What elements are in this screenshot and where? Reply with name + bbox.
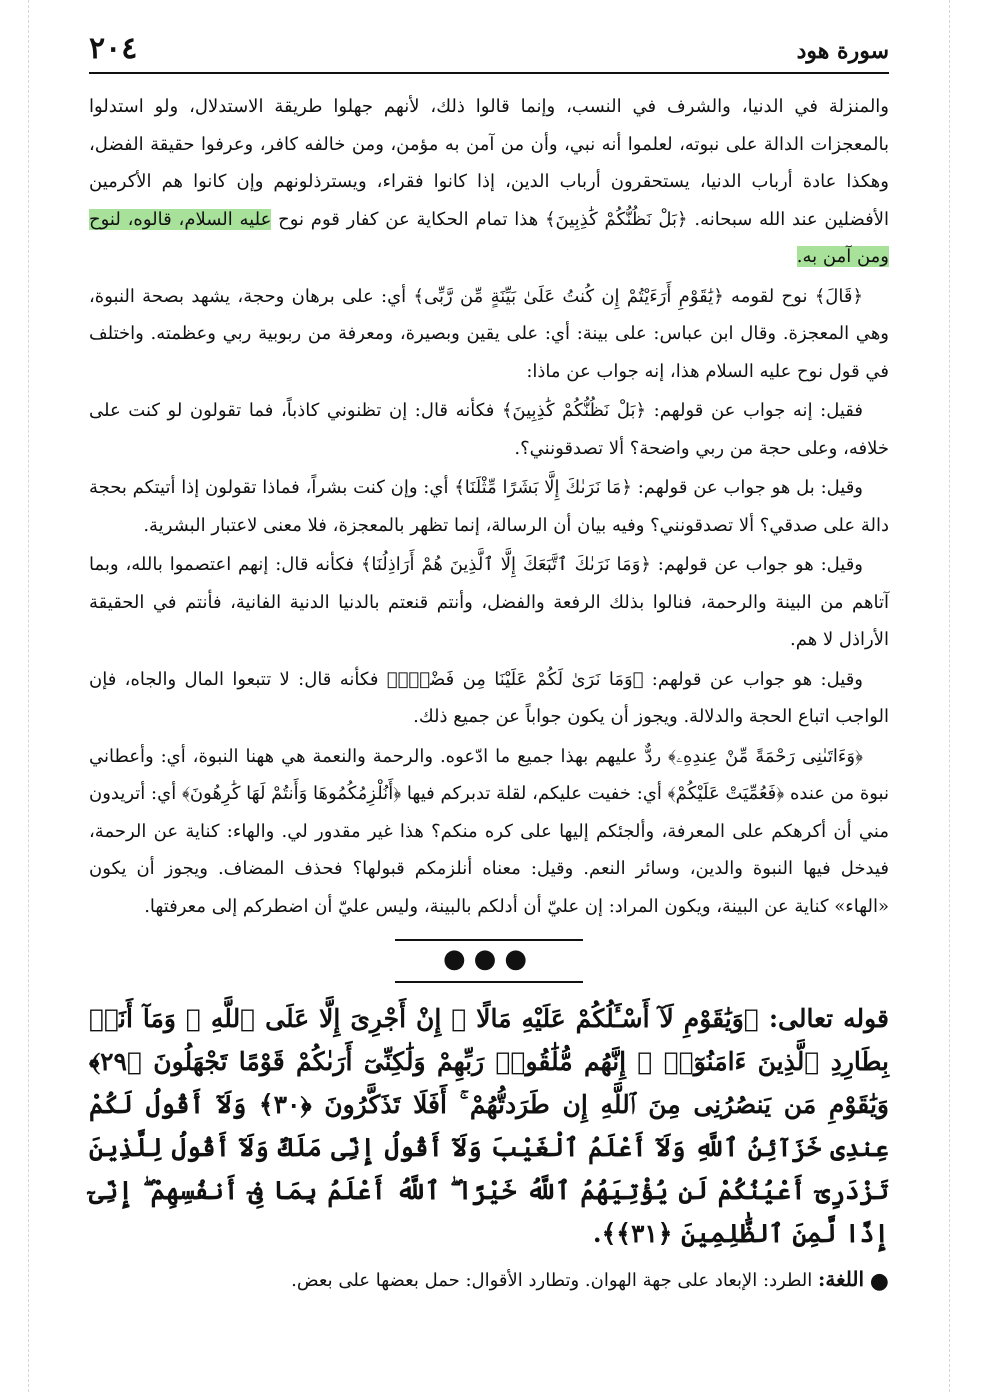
language-lead: اللغة: xyxy=(818,1266,865,1291)
divider-dots: ●●● xyxy=(442,944,536,974)
verse-lead: قوله تعالى: xyxy=(768,1003,889,1033)
divider-rule-bottom xyxy=(395,981,583,983)
paragraph-second-view: وقيل: بل هو جواب عن قولهم: ﴿مَا نَرَىٰكَ إِلَّا بَشَرًا مِّثْلَنَا﴾ أي: وإن كنت بشراً، فماذا تقولون إذا أتيتكم بحجة دالة على صدقي؟ ألا تصدقونني؟ وفيه بيان أن الرسالة، إنما تظهر بالمعجزة، فلا معنى لاعتبار البشرية. xyxy=(89,477,889,536)
commentary-body xyxy=(89,88,889,1316)
page-number: ٢٠٤ xyxy=(89,31,138,66)
paragraph-intro-text: والمنزلة في الدنيا، والشرف في النسب، وإنما قالوا ذلك، لأنهم جهلوا طريقة الاستدلال، ولو استدلوا بالمعجزات الدالة على نبوته، لعلموا أنه نبي، وأن من آمن به مؤمن، ومن خالفه كافر، وعرفوا حقيقة الفضل، وهكذا عادة أرباب الدنيا، يستحقرون أرباب الدين، إذا كانوا فقراء، ويسترذلونهم وإن كانوا هم الأكرمين الأفضلين عند الله سبحانه. ﴿بَلْ نَظُنُّكُمْ كَٰذِبِينَ﴾ هذا تمام الحكاية عن كفار قوم نوح xyxy=(89,96,889,230)
language-text: الطرد: الإبعاد على جهة الهوان. وتطارد الأقوال: حمل بعضها على بعض. xyxy=(291,1269,813,1291)
language-note xyxy=(89,1263,889,1298)
paragraph-mercy: ﴿وَءَاتَىٰنِى رَحْمَةً مِّنْ عِندِهِۦ﴾ ردٌّ عليهم بهذا جميع ما ادّعوه. والرحمة والنعمة هي ههنا النبوة، أي: وأعطاني نبوة من عنده ﴿فَعُمِّيَتْ عَلَيْكُمْ﴾ أي: خفيت عليكم، لقلة تدبركم فيها ﴿أَنُلْزِمُكُمُوهَا وَأَنتُمْ لَهَا كَٰرِهُونَ﴾ أي: أتريدون مني أن أكرهكم على المعرفة، وألجئكم إليها على كره منكم؟ هذا غير مقدور لي. والهاء: كناية عن الرحمة، فيدخل فيها النبوة والدين، وسائر النعم. وقيل: معناه أنلزمكم قبولها؟ فحذف المضاف. ويجوز أن يكون «الهاء» كناية عن البينة، ويكون المراد: إن عليّ أن أدلكم بالبينة، وليس عليّ أن اضطركم إلى معرفتها. xyxy=(89,745,889,917)
surah-title: سورة هود xyxy=(796,38,889,64)
divider-rule-top xyxy=(395,939,583,941)
paragraph-third-view: وقيل: هو جواب عن قولهم: ﴿وَمَا نَرَىٰكَ ٱتَّبَعَكَ إِلَّا ٱلَّذِينَ هُمْ أَرَاذِلُنَا﴾ فكأنه قال: إنهم اعتصموا بالله، وبما آتاهم من البينة والرحمة، فنالوا بذلك الرفعة والفضل، وأنتم قنعتم بالدنيا الدنية الفانية، فأنتم في الحقيقة الأراذل لا هم. xyxy=(89,554,889,650)
highlighted-text: عليه السلام، قالوه، لنوح ومن آمن به. xyxy=(89,208,889,267)
section-divider xyxy=(89,939,889,983)
paragraph-intro xyxy=(89,88,889,276)
page-header xyxy=(89,22,889,74)
quran-verse xyxy=(89,997,889,1255)
verse-text: ﴿وَيَٰقَوْمِ لَآ أَسْـَٔلُكُمْ عَلَيْهِ مَالًا ۖ إِنْ أَجْرِىَ إِلَّا عَلَى ٱللَّهِ ۚ وَمَآ أَنَا۠ بِطَارِدِ ٱلَّذِينَ ءَامَنُوٓا۟ ۚ إِنَّهُم مُّلَٰقُوا۟ رَبِّهِمْ وَلَٰكِنِّىٓ أَرَىٰكُمْ قَوْمًا تَجْهَلُونَ ﴿٢٩﴾ وَيَٰقَوْمِ مَن يَنصُرُنِى مِنَ ٱللَّهِ إِن طَرَدتُّهُمْ ۚ أَفَلَا تَذَكَّرُونَ ﴿٣٠﴾ وَلَآ أَقُولُ لَكُمْ عِندِى خَزَآئِنُ ٱللَّهِ وَلَآ أَعْلَمُ ٱلْغَيْبَ وَلَآ أَقُولُ إِنِّى مَلَكٌ وَلَآ أَقُولُ لِلَّذِينَ تَزْدَرِىٓ أَعْيُنُكُمْ لَن يُؤْتِيَهُمُ ٱللَّهُ خَيْرًا ۖ ٱللَّهُ أَعْلَمُ بِمَا فِىٓ أَنفُسِهِمْ ۖ إِنِّىٓ إِذًا لَّمِنَ ٱلظَّٰلِمِينَ ﴿٣١﴾﴾. xyxy=(89,1003,889,1248)
paragraph-fourth-view: وقيل: هو جواب عن قولهم: ﴿وَمَا نَرَىٰ لَكُمْ عَلَيْنَا مِن فَضْلٍۭ﴾ فكأنه قال: لا تتبعوا المال والجاه، فإن الواجب اتباع الحجة والدلالة. ويجوز أن يكون جواباً عن جميع ذلك. xyxy=(89,668,889,727)
paragraph-first-view: فقيل: إنه جواب عن قولهم: ﴿بَلْ نَظُنُّكُمْ كَٰذِبِينَ﴾ فكأنه قال: إن تظنوني كاذباً، فما تقولون لو كنت على خلافه، وعلى حجة من ربي واضحة؟ ألا تصدقونني؟. xyxy=(89,400,889,459)
paragraph-qala: ﴿قَالَ﴾ نوح لقومه ﴿يَٰقَوْمِ أَرَءَيْتُمْ إِن كُنتُ عَلَىٰ بَيِّنَةٍ مِّن رَّبِّى﴾ أي: على برهان وحجة، يشهد بصحة النبوة، وهي المعجزة. وقال ابن عباس: على بينة: أي: على يقين وبصيرة، ومعرفة من ربوبية ربي وعظمته. واختلف في قول نوح عليه السلام هذا، إنه جواب عن ماذا: xyxy=(89,285,889,382)
page xyxy=(28,0,950,1392)
bullet-icon: ● xyxy=(869,1268,889,1294)
